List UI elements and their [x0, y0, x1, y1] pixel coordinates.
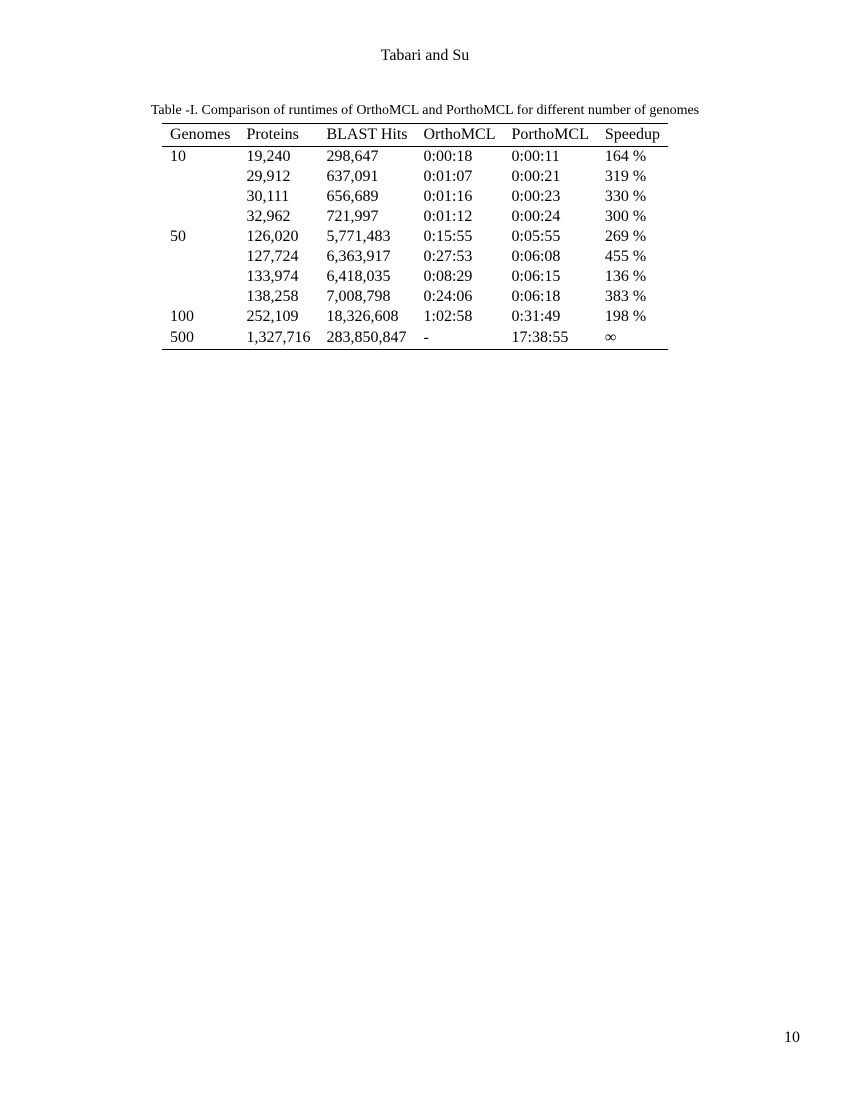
cell-blast-hits: 721,997 [326, 208, 379, 225]
cell-proteins: 127,724 [246, 248, 299, 265]
table-row [162, 187, 668, 207]
table-row [162, 327, 668, 350]
cell-porthomcl: 0:05:55 [511, 228, 561, 245]
cell-porthomcl: 0:31:49 [511, 308, 561, 325]
cell-speedup: 198 % [604, 308, 647, 325]
cell-blast-hits: 298,647 [326, 148, 379, 165]
table-caption: Table -I. Comparison of runtimes of OrthoMCL and PorthoMCL for different number of genomes [150, 103, 700, 118]
table-body [162, 147, 668, 350]
cell-orthomcl: 0:27:53 [423, 248, 473, 265]
cell-blast-hits: 6,418,035 [326, 268, 391, 285]
column-header-proteins: Proteins [246, 126, 299, 143]
cell-proteins: 29,912 [246, 168, 291, 185]
cell-proteins: 1,327,716 [246, 329, 311, 346]
cell-orthomcl: 0:15:55 [423, 228, 473, 245]
cell-speedup: 136 % [604, 268, 647, 285]
cell-orthomcl: 0:08:29 [423, 268, 473, 285]
cell-blast-hits: 656,689 [326, 188, 379, 205]
cell-proteins: 252,109 [246, 308, 299, 325]
cell-porthomcl: 17:38:55 [511, 329, 569, 346]
cell-proteins: 133,974 [246, 268, 299, 285]
cell-orthomcl: 0:01:12 [423, 208, 473, 225]
table-row [162, 267, 668, 287]
cell-blast-hits: 6,363,917 [326, 248, 391, 265]
cell-orthomcl: - [423, 329, 429, 346]
page-number: 10 [784, 1029, 800, 1046]
cell-genomes [162, 247, 238, 267]
table-row [162, 307, 668, 327]
cell-speedup: 300 % [604, 208, 647, 225]
table-header [162, 124, 668, 147]
cell-blast-hits: 18,326,608 [326, 308, 399, 325]
cell-speedup: 330 % [604, 188, 647, 205]
cell-porthomcl: 0:06:08 [511, 248, 561, 265]
cell-speedup: ∞ [604, 329, 617, 346]
cell-proteins: 138,258 [246, 288, 299, 305]
cell-proteins: 30,111 [246, 188, 290, 205]
column-header-orthomcl: OrthoMCL [423, 126, 496, 143]
cell-blast-hits: 7,008,798 [326, 288, 391, 305]
cell-blast-hits: 283,850,847 [326, 329, 407, 346]
table-row [162, 247, 668, 267]
cell-orthomcl: 0:24:06 [423, 288, 473, 305]
cell-porthomcl: 0:06:18 [511, 288, 561, 305]
running-header: Tabari and Su [380, 47, 470, 64]
cell-porthomcl: 0:00:23 [511, 188, 561, 205]
cell-genomes [162, 287, 238, 307]
column-header-genomes: Genomes [170, 126, 231, 143]
column-header-speedup: Speedup [604, 126, 660, 143]
cell-genomes: 10 [170, 148, 186, 165]
cell-orthomcl: 1:02:58 [423, 308, 473, 325]
cell-genomes: 100 [170, 308, 194, 325]
cell-porthomcl: 0:00:24 [511, 208, 561, 225]
table-row [162, 287, 668, 307]
cell-proteins: 32,962 [246, 208, 291, 225]
column-header-blast-hits: BLAST Hits [326, 126, 408, 143]
cell-orthomcl: 0:00:18 [423, 148, 473, 165]
cell-genomes: 500 [170, 329, 194, 346]
cell-proteins: 126,020 [246, 228, 299, 245]
table-row [162, 147, 668, 168]
cell-proteins: 19,240 [246, 148, 291, 165]
cell-porthomcl: 0:00:11 [511, 148, 560, 165]
cell-porthomcl: 0:06:15 [511, 268, 561, 285]
cell-orthomcl: 0:01:07 [423, 168, 473, 185]
table-row [162, 167, 668, 187]
cell-blast-hits: 637,091 [326, 168, 379, 185]
cell-blast-hits: 5,771,483 [326, 228, 391, 245]
cell-orthomcl: 0:01:16 [423, 188, 473, 205]
cell-porthomcl: 0:00:21 [511, 168, 561, 185]
cell-speedup: 455 % [604, 248, 647, 265]
column-header-porthomcl: PorthoMCL [511, 126, 589, 143]
cell-speedup: 164 % [604, 148, 647, 165]
cell-speedup: 319 % [604, 168, 647, 185]
cell-genomes [162, 187, 238, 207]
cell-genomes [162, 167, 238, 187]
header-row [162, 124, 668, 147]
cell-genomes: 50 [170, 228, 186, 245]
runtime-comparison-table [162, 123, 668, 350]
cell-speedup: 383 % [604, 288, 647, 305]
cell-genomes [162, 267, 238, 287]
cell-genomes [162, 207, 238, 227]
table-row [162, 227, 668, 247]
table-row [162, 207, 668, 227]
cell-speedup: 269 % [604, 228, 647, 245]
